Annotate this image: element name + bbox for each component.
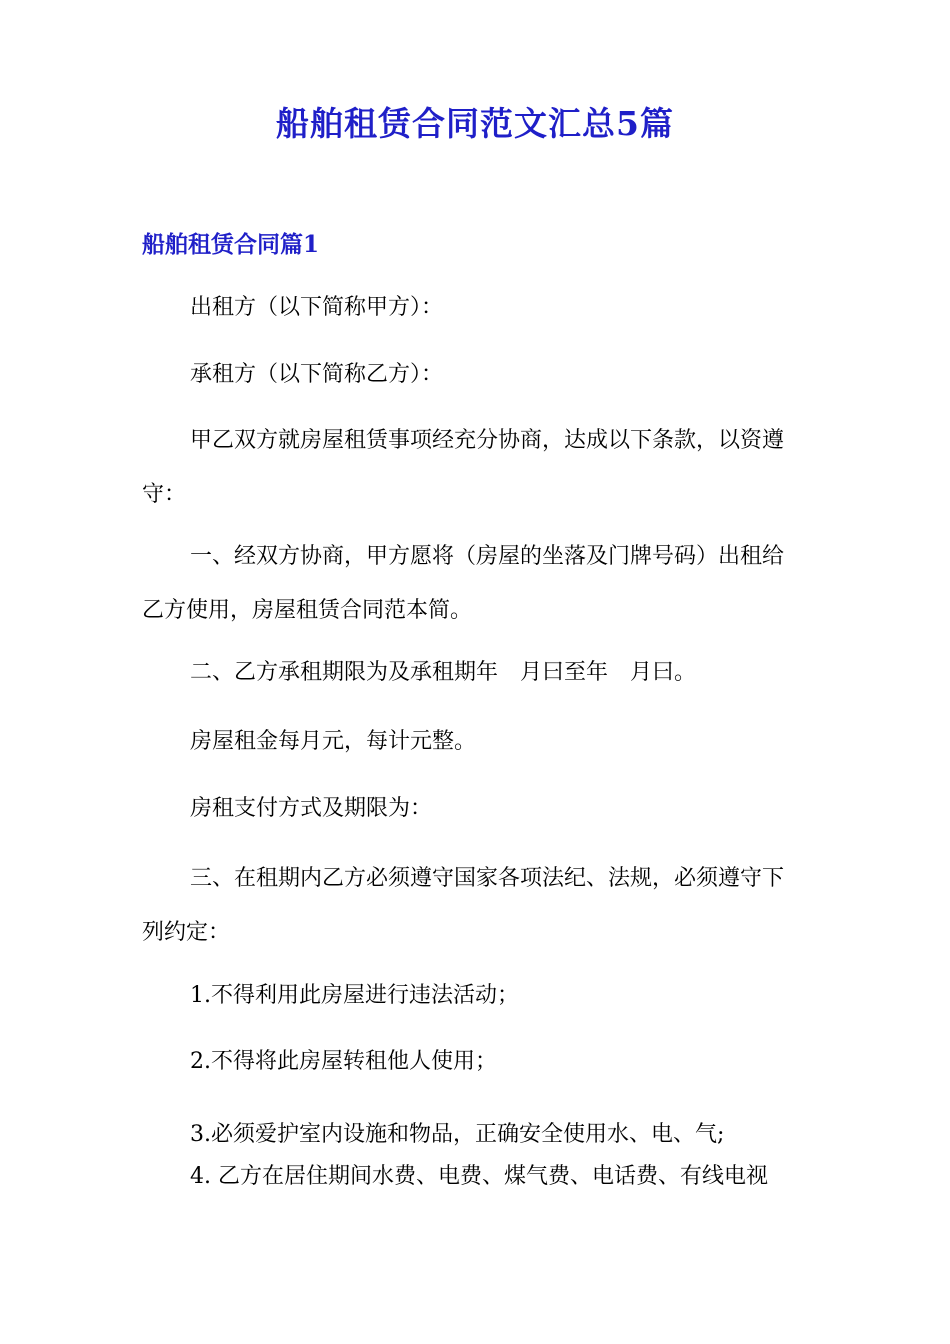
document-title: 船舶租赁合同范文汇总5篇 <box>276 104 674 143</box>
paragraph-lessor: 出租方（以下简称甲方）： <box>190 295 444 320</box>
list-item: 4. 乙方在居住期间水费、电费、煤气费、电话费、有线电视 <box>190 1164 768 1189</box>
paragraph-clause-3: 三、在租期内乙方必须遵守国家各项法纪、法规，必须遵守下列约定： <box>142 866 785 945</box>
list-item: 3.必须爱护室内设施和物品，正确安全使用水、电、气; <box>190 1122 725 1147</box>
paragraph-clause-1: 一、经双方协商，甲方愿将（房屋的坐落及门牌号码）出租给乙方使用，房屋租赁合同范本简。 <box>142 544 785 623</box>
paragraph-clause-2: 二、乙方承租期限为及承租期年 月曰至年 月曰。 <box>190 660 697 685</box>
paragraph-payment: 房租支付方式及期限为： <box>190 796 433 821</box>
paragraph-intro: 甲乙双方就房屋租赁事项经充分协商，达成以下条款，以资遵守： <box>142 428 785 507</box>
paragraph-lessee: 承租方（以下简称乙方）： <box>190 362 444 387</box>
list-item: 2.不得将此房屋转租他人使用； <box>190 1049 497 1074</box>
list-item: 1.不得利用此房屋进行违法活动； <box>190 983 519 1008</box>
section-heading: 船舶租赁合同篇1 <box>142 231 320 258</box>
paragraph-rent: 房屋租金每月元，每计元整。 <box>190 729 477 754</box>
